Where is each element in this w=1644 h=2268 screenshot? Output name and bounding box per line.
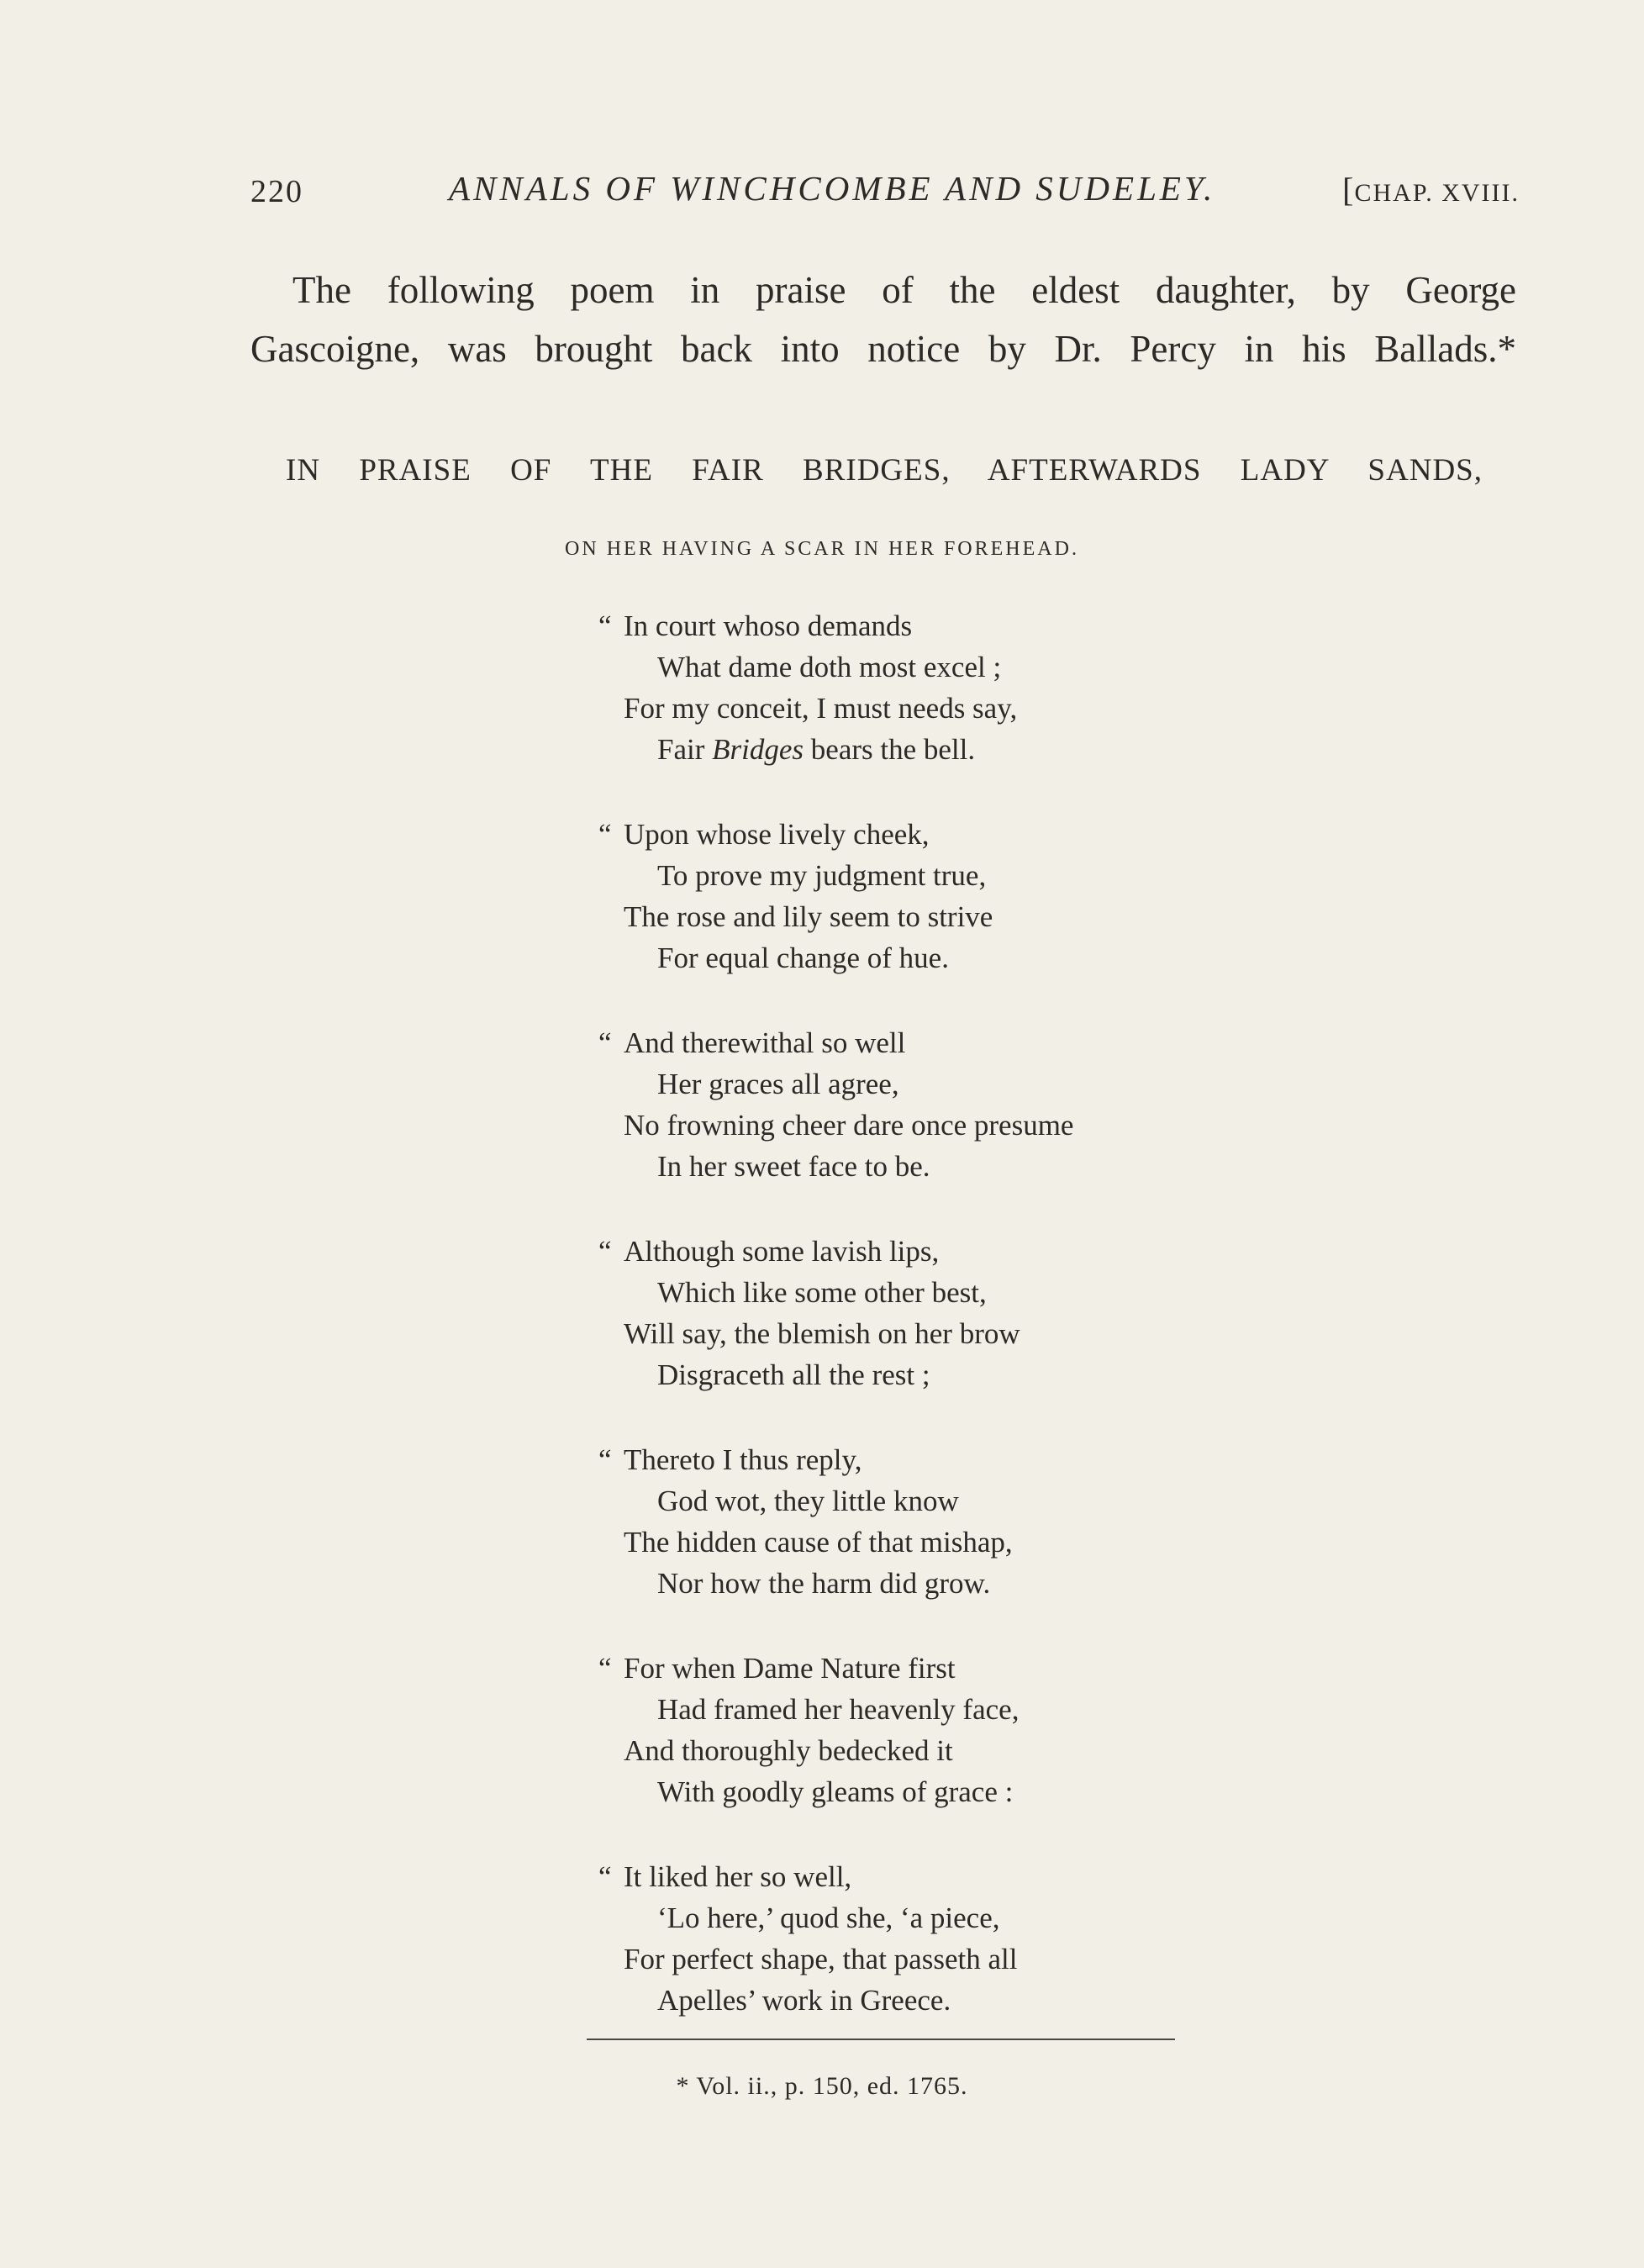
verse-line: ‘Lo here,’ quod she, ‘a piece, [657,1901,1000,1934]
verse-line: “ Upon whose lively cheek, [598,814,1237,855]
footnote: * Vol. ii., p. 150, ed. 1765. [676,2072,968,2100]
verse-line: In her sweet face to be. [657,1150,930,1183]
footnote-divider [587,2039,1175,2040]
verse-line: Will say, the blemish on her brow [624,1317,1020,1350]
intro-paragraph [250,261,1516,378]
stanza [598,605,1237,770]
verse-line: For my conceit, I must needs say, [624,692,1018,725]
intro-line: The following poem in praise of the eldest daughter, by George [292,269,1516,311]
open-quote: “ [598,1235,612,1268]
verse-line: Her graces all agree, [657,1068,899,1100]
verse-line: Had framed her heavenly face, [657,1693,1020,1726]
verse-line: The hidden cause of that mishap, [624,1526,1013,1559]
running-title: ANNALS OF WINCHCOMBE AND SUDELEY. [449,169,1216,208]
italic-name: Bridges [712,733,804,766]
running-header [250,168,1520,219]
poem-title: IN PRAISE OF THE FAIR BRIDGES, AFTERWARDS LADY SANDS, [286,453,1483,488]
verse-line: “ In court whoso demands [598,605,1237,646]
chapter-bracket: [ [1342,171,1355,208]
open-quote: “ [598,1652,612,1685]
verse-line: “ Thereto I thus reply, [598,1439,1237,1480]
verse-line: Which like some other best, [657,1276,987,1309]
verse-line: Nor how the harm did grow. [657,1567,991,1600]
open-quote: “ [598,818,612,851]
verse-line: “ And therewithal so well [598,1022,1237,1063]
verse-line: For equal change of hue. [657,941,949,974]
stanza [598,1648,1237,1812]
stanza [598,1856,1237,2021]
stanza [598,1439,1237,1604]
verse-line: “ It liked her so well, [598,1856,1237,1897]
chapter-reference [1342,170,1520,209]
verse-line: “ For when Dame Nature first [598,1648,1237,1689]
stanza [598,814,1237,978]
verse-line: The rose and lily seem to strive [624,900,993,933]
poem-subtitle: ON HER HAVING A SCAR IN HER FOREHEAD. [565,538,1079,560]
open-quote: “ [598,609,612,642]
verse-line: What dame doth most excel ; [657,651,1002,683]
stanza [598,1022,1237,1187]
verse-line: No frowning cheer dare once presume [624,1109,1074,1142]
verse-line: God wot, they little know [657,1485,959,1517]
stanza [598,1231,1237,1395]
verse-line: Fair Bridges bears the bell. [657,733,976,766]
verse-line: “ Although some lavish lips, [598,1231,1237,1272]
verse-line: And thoroughly bedecked it [624,1734,953,1767]
open-quote: “ [598,1443,612,1476]
verse-line: For perfect shape, that passeth all [624,1943,1018,1975]
chapter-label: CHAP. XVIII. [1354,179,1520,207]
verse-line: Apelles’ work in Greece. [657,1984,951,2017]
open-quote: “ [598,1860,612,1893]
verse-line: Disgraceth all the rest ; [657,1358,930,1391]
verse-line: With goodly gleams of grace : [657,1775,1014,1808]
poem-body [598,605,1237,2065]
open-quote: “ [598,1026,612,1059]
verse-line: To prove my judgment true, [657,859,987,892]
intro-line: Gascoigne, was brought back into notice by Dr. Percy in his Ballads.* [250,328,1516,370]
page-number: 220 [250,174,303,209]
